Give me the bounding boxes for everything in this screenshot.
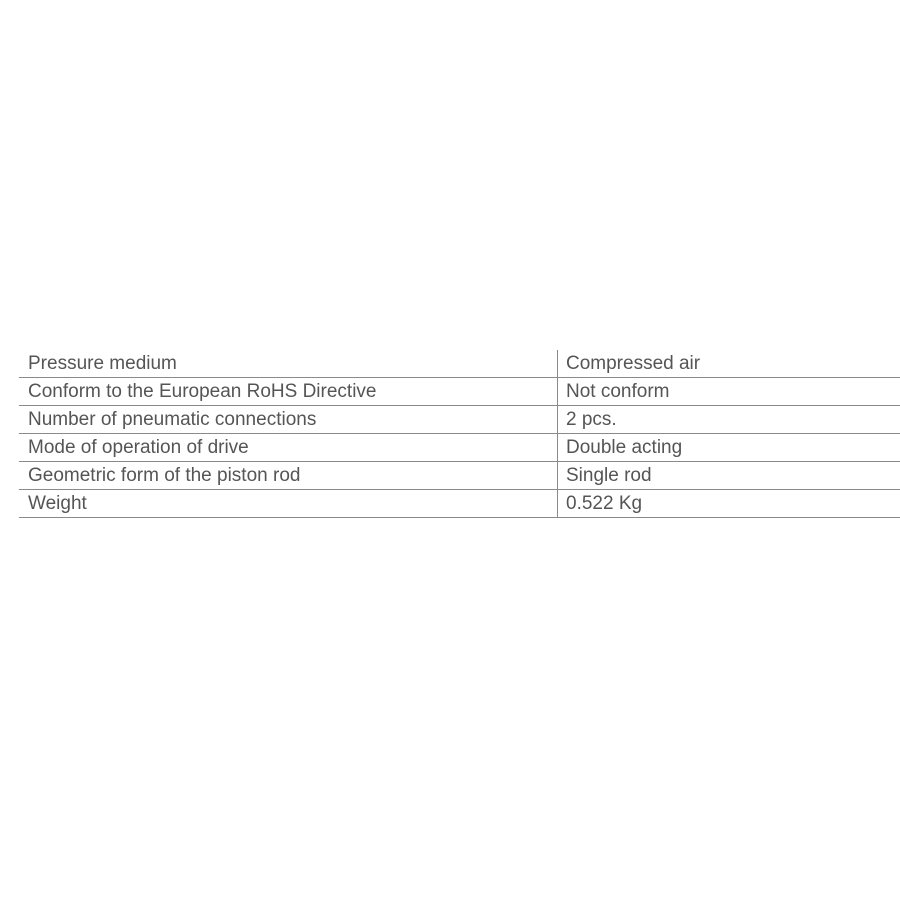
specifications-table (19, 350, 900, 518)
specifications-table-body (19, 350, 900, 518)
spec-label: Mode of operation of drive (19, 434, 558, 462)
spec-value: Double acting (558, 434, 900, 462)
spec-label: Weight (19, 490, 558, 518)
spec-label: Geometric form of the piston rod (19, 462, 558, 490)
spec-row-pressure-medium (19, 350, 900, 378)
spec-value: Single rod (558, 462, 900, 490)
spec-row-rohs-conformity (19, 378, 900, 406)
spec-value: Compressed air (558, 350, 900, 378)
spec-value: 2 pcs. (558, 406, 900, 434)
spec-row-mode-of-operation (19, 434, 900, 462)
spec-row-piston-rod-form (19, 462, 900, 490)
spec-value: Not conform (558, 378, 900, 406)
spec-label: Conform to the European RoHS Directive (19, 378, 558, 406)
spec-value: 0.522 Kg (558, 490, 900, 518)
spec-row-weight (19, 490, 900, 518)
spec-label: Number of pneumatic connections (19, 406, 558, 434)
spec-row-pneumatic-connections (19, 406, 900, 434)
spec-label: Pressure medium (19, 350, 558, 378)
